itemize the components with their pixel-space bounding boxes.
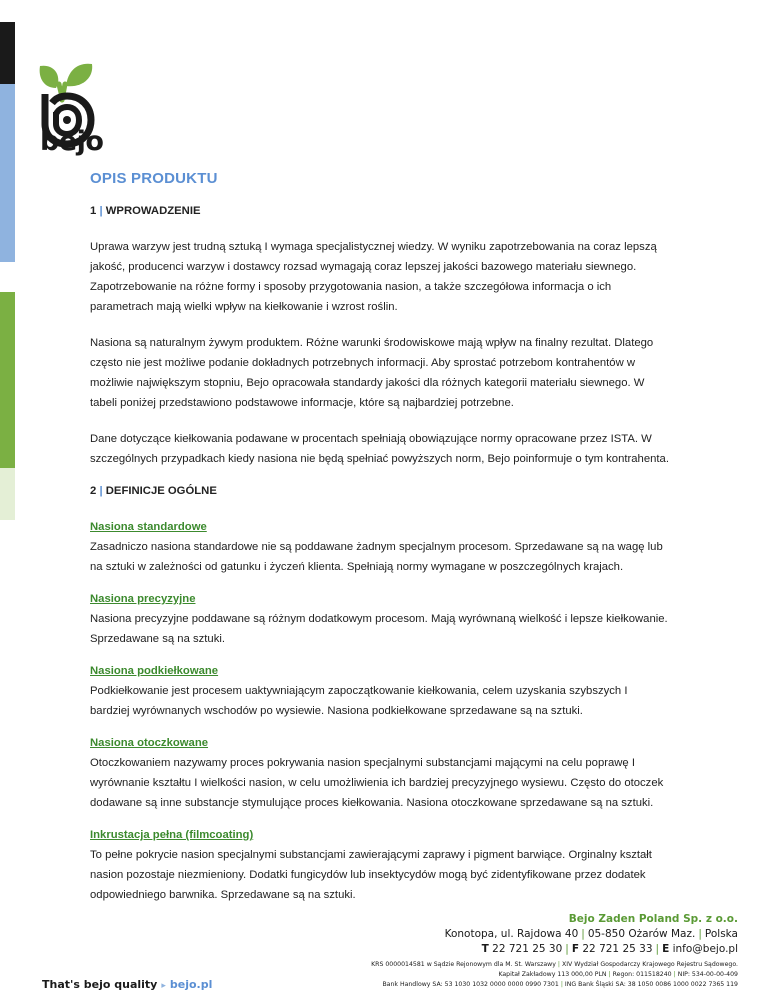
section-heading-definitions	[90, 485, 670, 497]
section-number: 1	[90, 205, 97, 217]
definition-term: Nasiona otoczkowane	[90, 737, 209, 749]
legal-bank-1: Bank Handlowy SA: 53 1030 1032 0000 0000 0990 7301	[382, 981, 559, 988]
email-label: E	[662, 943, 670, 955]
footer-email-link[interactable]: info@bejo.pl	[672, 943, 738, 955]
definition-item	[90, 589, 670, 649]
paragraph: Dane dotyczące kiełkowania podawane w procentach spełniają obowiązujące normy opracowane przez ISTA. W szczególnych przypadkach kiedy nasiona nie będą spełniać powyższych norm, Bejo poinformuje o tym kontrahenta.	[90, 433, 669, 465]
definition-item	[90, 517, 670, 577]
footer-phone: 22 721 25 30	[492, 943, 563, 955]
side-strip-black	[0, 22, 15, 84]
definition-item	[90, 825, 670, 905]
definition-item	[90, 661, 670, 721]
legal-line	[371, 970, 738, 980]
legal-court: XIV Wydział Gospodarczy Krajowego Rejestru Sądowego.	[561, 961, 738, 968]
legal-capital: Kapitał Zakładowy 113 000,00 PLN	[498, 971, 607, 978]
definition-term: Inkrustacja pełna (filmcoating)	[90, 829, 254, 841]
footer-legal-info	[371, 960, 738, 990]
footer-divider: |	[560, 981, 563, 988]
footer-country: Polska	[704, 928, 738, 940]
footer-divider: |	[608, 971, 611, 978]
slogan-text: That's bejo quality	[42, 978, 158, 991]
definition-item	[90, 733, 670, 813]
definition-text: Otoczkowaniem nazywamy proces pokrywania nasion specjalnymi substancjami mającymi na celu poprawę I wyrównanie kształtu I wielkości nasion, w celu umożliwienia ich bardziej precyzyjnego wysiewu. Często do otoczek dodawane są inne substancje stymulujące proces kiełkowania. Nasiona otoczkowane sprzedawane są na sztuki.	[90, 757, 664, 809]
arrow-right-icon: ▸	[161, 981, 166, 991]
definition-text: To pełne pokrycie nasion specjalnymi substancjami zawierającymi zaprawy i pigment barwiące. Orginalny kształt nasion pozostaje niezmieniony. Dodatki fungicydów lub insektycydów mogą być zidentyfikowane przez dodatek odpowiedniego barwnika. Sprzedawane są na sztuki.	[90, 849, 652, 901]
side-strip-pale-green	[0, 468, 15, 520]
footer-divider: |	[565, 943, 569, 955]
footer-divider: |	[698, 928, 702, 940]
legal-registry: KRS 0000014581 w Sądzie Rejonowym dla M. St. Warszawy	[371, 961, 556, 968]
footer-divider: |	[557, 961, 560, 968]
footer-city: 05-850 Ożarów Maz.	[587, 928, 696, 940]
paragraph: Uprawa warzyw jest trudną sztuką I wymaga specjalistycznej wiedzy. W wyniku zapotrzebowania na coraz lepszą jakość, producenci warzyw i dostawcy rozsad wymagają coraz lepszej jakości bazowego materiału siewnego. Zapotrzebowanie na różne formy i sposoby przygotowania nasion, a także szczegółowa informacja o ich parametrach mają wielki wpływ na kiełkowanie i wzrost roślin.	[90, 241, 657, 313]
definition-text: Zasadniczo nasiona standardowe nie są poddawane żadnym specjalnym procesom. Sprzedawane są na wagę lub na sztuki w zależności od gatunku i życzeń klienta. Spełniają normy wymagane w poszczególnych krajach.	[90, 541, 663, 573]
footer-divider: |	[581, 928, 585, 940]
legal-regon: Regon: 011518240	[612, 971, 672, 978]
footer-divider: |	[655, 943, 660, 955]
footer-company-name: Bejo Zaden Poland Sp. z o.o.	[568, 913, 738, 925]
legal-line	[371, 960, 738, 970]
definition-term: Nasiona podkiełkowane	[90, 665, 219, 677]
footer-divider: |	[673, 971, 676, 978]
legal-nip: NIP: 534-00-00-409	[677, 971, 738, 978]
section-heading-text: WPROWADZENIE	[105, 205, 201, 217]
page-title: OPIS PRODUKTU	[90, 170, 218, 187]
legal-bank-2: ING Bank Śląski SA: 38 1050 0086 1000 0022 7365 119	[564, 981, 738, 988]
section-separator: |	[99, 485, 103, 497]
definition-term: Nasiona standardowe	[90, 521, 207, 533]
website-link[interactable]: bejo.pl	[169, 978, 213, 991]
phone-label: T	[481, 943, 489, 955]
footer-address	[371, 927, 738, 942]
footer-street: Konotopa, ul. Rajdowa 40	[444, 928, 579, 940]
definition-term: Nasiona precyzyjne	[90, 593, 196, 605]
footer-fax: 22 721 25 33	[582, 943, 653, 955]
definition-text: Nasiona precyzyjne poddawane są różnym dodatkowym procesom. Mają wyrównaną wielkość i lepsze kiełkowanie. Sprzedawane są na sztuki.	[90, 613, 668, 645]
section-heading-introduction	[90, 205, 670, 217]
document-body	[90, 170, 670, 917]
side-strip-green	[0, 292, 15, 468]
section-separator: |	[99, 205, 103, 217]
footer-contacts	[371, 942, 738, 957]
footer-contact-block	[371, 912, 738, 990]
fax-label: F	[571, 943, 580, 955]
footer-slogan	[42, 978, 212, 991]
logo-wordmark: bejo	[40, 126, 104, 157]
side-strip-blue	[0, 84, 15, 262]
definition-text: Podkiełkowanie jest procesem uaktywniającym zapoczątkowanie kiełkowania, celem uzyskania szybszych I bardziej wyrównanych wschodów po wysiewie. Nasiona podkiełkowane sprzedawane są na sztuki.	[90, 685, 628, 717]
paragraph: Nasiona są naturalnym żywym produktem. Różne warunki środowiskowe mają wpływ na finalny rezultat. Dlatego często nie jest możliwe podanie dokładnych potrzebnych informacji. Aby sprostać potrzebom kontrahentów w możliwie największym stopniu, Bejo opracowała standardy jakości dla różnych kategorii materiału siewnego. W tabeli poniżej przedstawiono podstawowe informacje, które są najbardziej potrzebne.	[90, 337, 654, 409]
section-number: 2	[90, 485, 97, 497]
section-heading-text: DEFINICJE OGÓLNE	[105, 485, 217, 497]
legal-line	[371, 980, 738, 990]
